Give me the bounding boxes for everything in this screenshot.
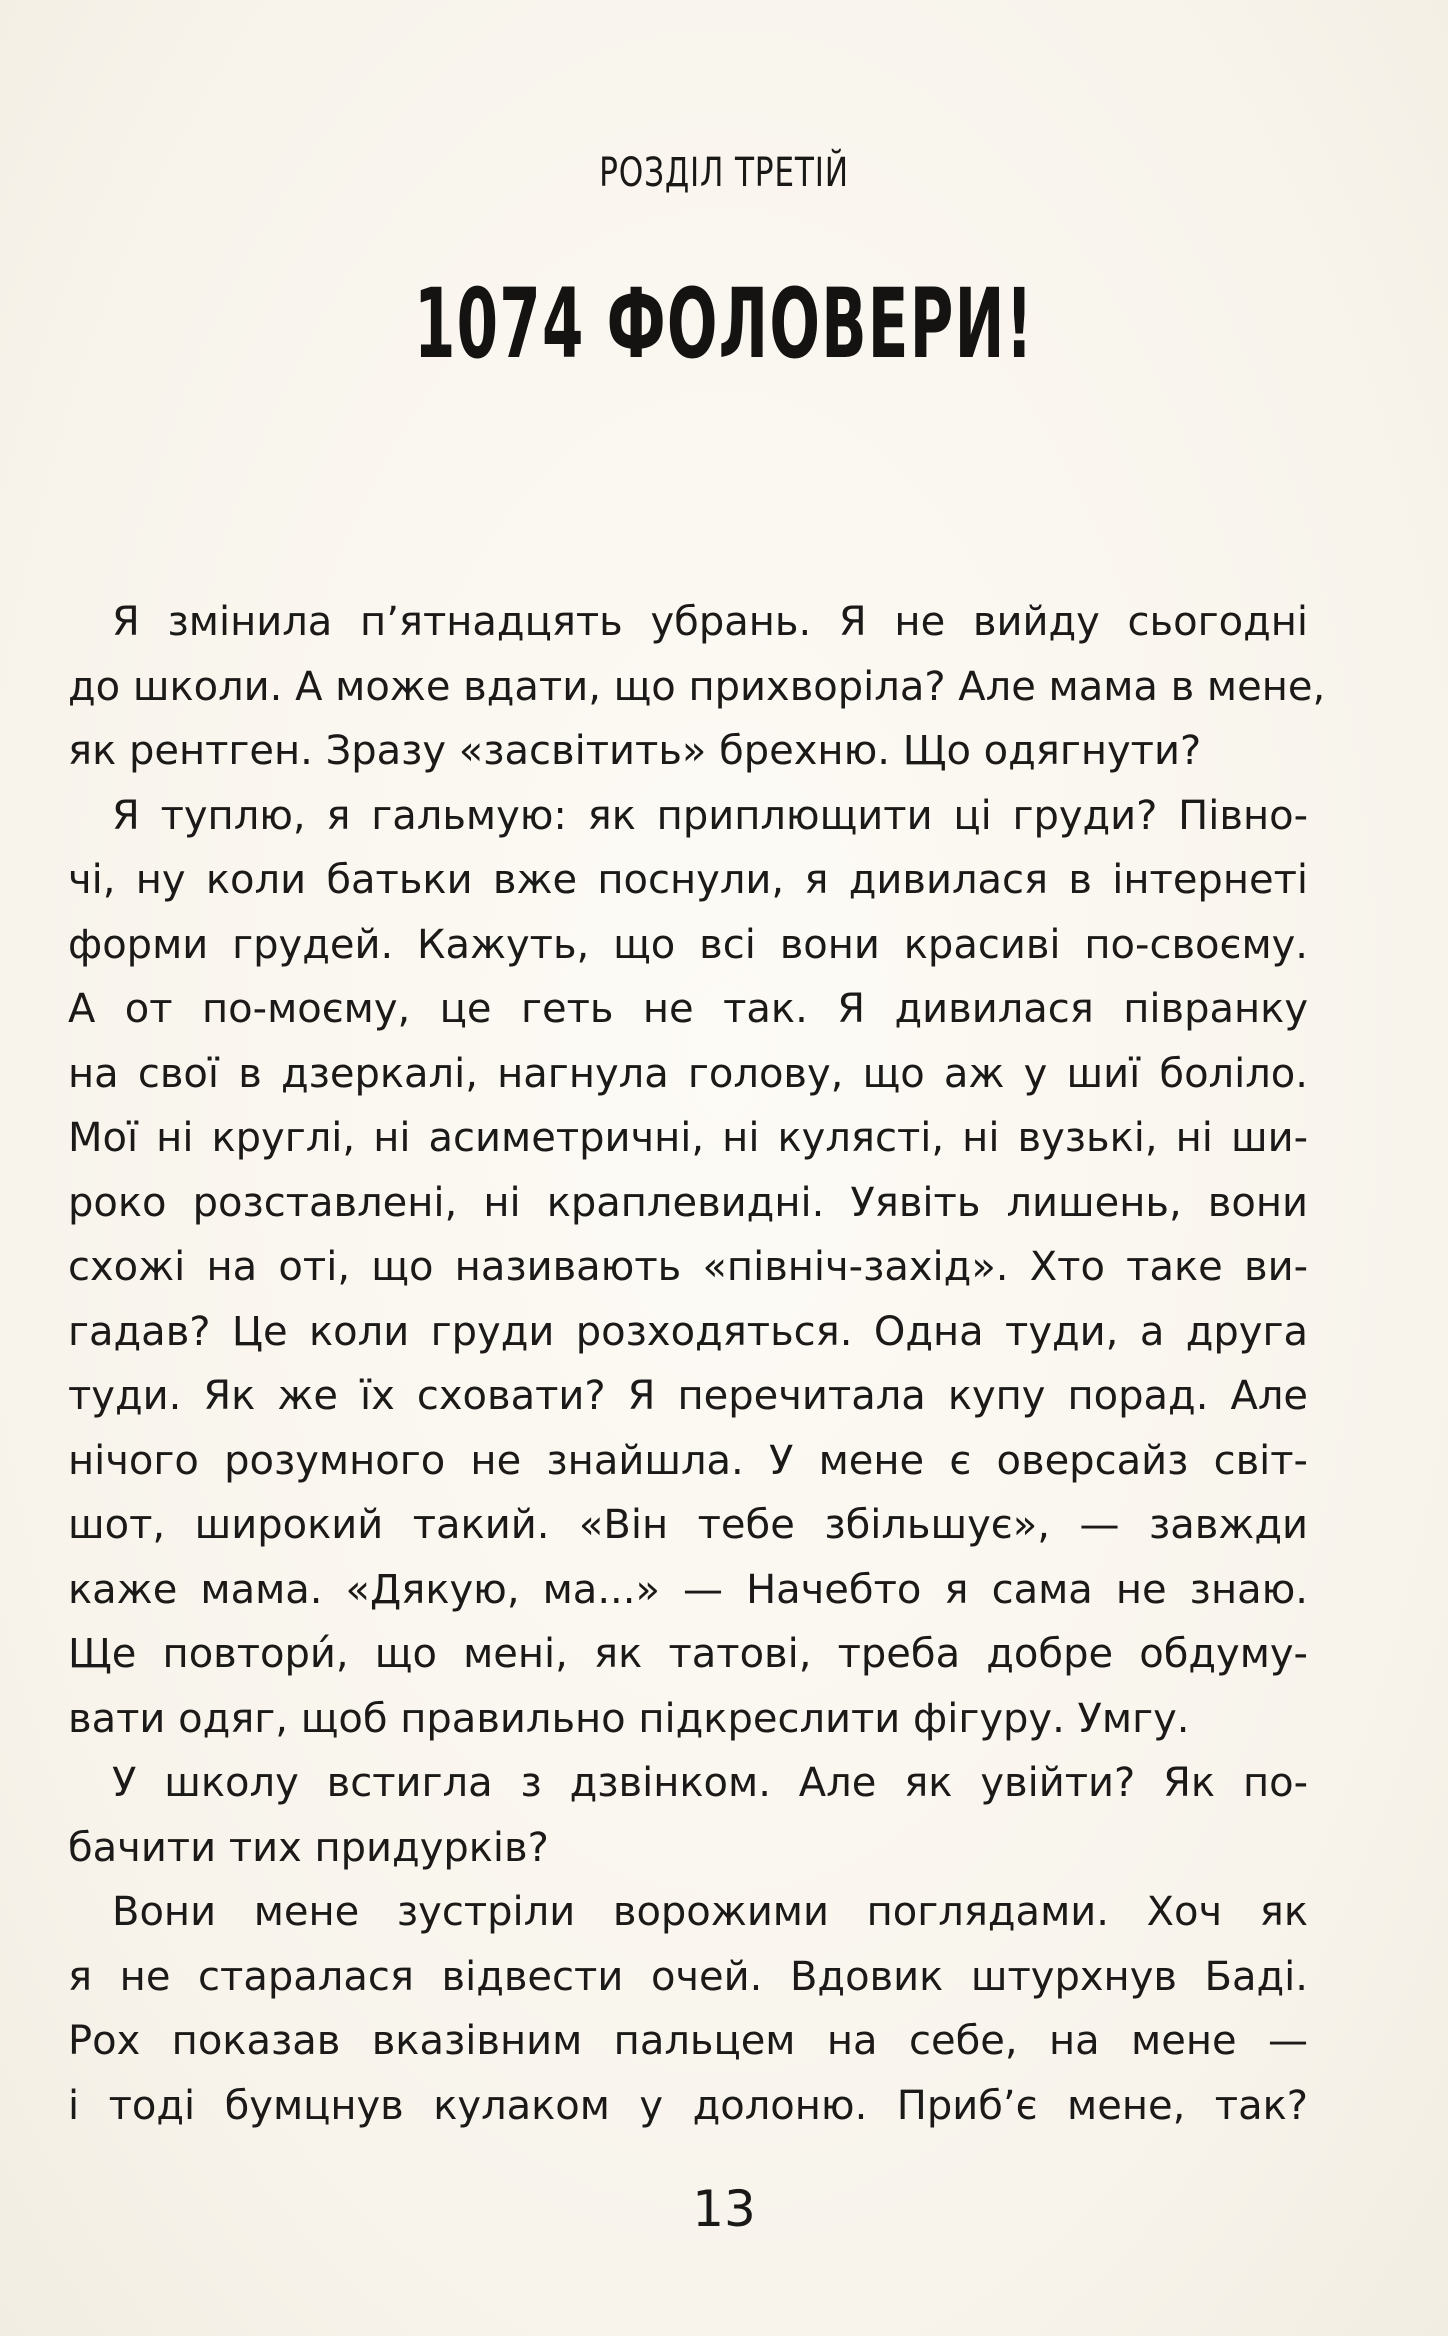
text-line: чі, ну коли батьки вже поснули, я дивилася в інтернеті	[68, 857, 1308, 903]
text-line: роко розставлені, ні краплевидні. Уявіть лишень, вони	[68, 1179, 1308, 1226]
chapter-title: 1074 ФОЛОВЕРИ!	[414, 268, 1034, 380]
text-line: як рентген. Зразу «засвітить» брехню. Що одягнути?	[68, 728, 1202, 774]
text-line: гадав? Це коли груди розходяться. Одна туди, а друга	[68, 1308, 1308, 1355]
chapter-label: РОЗДІЛ ТРЕТІЙ	[599, 150, 849, 196]
page-number: 13	[692, 2180, 756, 2238]
text-line: вати одяг, щоб правильно підкреслити фігуру. Умгу.	[68, 1695, 1190, 1742]
text-line: туди. Як же їх сховати? Я перечитала купу порад. Але	[68, 1373, 1308, 1419]
text-line: бачити тих придурків?	[68, 1824, 549, 1871]
text-line: на свої в дзеркалі, нагнула голову, що аж у шиї боліло.	[68, 1050, 1308, 1097]
text-line: У школу встигла з дзвінком. Але як увійти? Як по-	[112, 1760, 1308, 1806]
text-line: Я змінила п’ятнадцять убрань. Я не вийду сьогодні	[112, 599, 1308, 645]
text-line: Я туплю, я гальмую: як приплющити ці груди? Півно-	[112, 792, 1308, 839]
text-line: шот, широкий такий. «Він тебе збільшує», — завжди	[68, 1502, 1308, 1548]
body-text	[68, 590, 1326, 2138]
text-line: А от по-моєму, це геть не так. Я дивилася півранку	[68, 986, 1308, 1032]
text-line: і тоді бумцнув кулаком у долоню. Приб’є мене, так?	[68, 2082, 1308, 2129]
text-line: Мої ні круглі, ні асиметричні, ні кулясті, ні вузькі, ні ши-	[68, 1115, 1308, 1161]
text-line: Вони мене зустріли ворожими поглядами. Хоч як	[112, 1889, 1308, 1935]
text-line: схожі на оті, що називають «північ-захід». Хто таке ви-	[68, 1244, 1308, 1290]
text-line: я не старалася відвести очей. Вдовик штурхнув Баді.	[68, 1953, 1308, 2000]
text-line: Рох показав вказівним пальцем на себе, на мене —	[68, 2018, 1308, 2064]
text-line: Ще повтори́, що мені, як татові, треба добре обдуму-	[68, 1631, 1308, 1677]
text-line: каже мама. «Дякую, ма...» — Начебто я сама не знаю.	[68, 1566, 1308, 1613]
text-line: форми грудей. Кажуть, що всі вони красиві по-своєму.	[68, 921, 1308, 968]
text-line: нічого розумного не знайшла. У мене є оверсайз світ-	[68, 1437, 1308, 1484]
text-line: до школи. А може вдати, що прихворіла? Але мама в мене,	[68, 663, 1326, 710]
